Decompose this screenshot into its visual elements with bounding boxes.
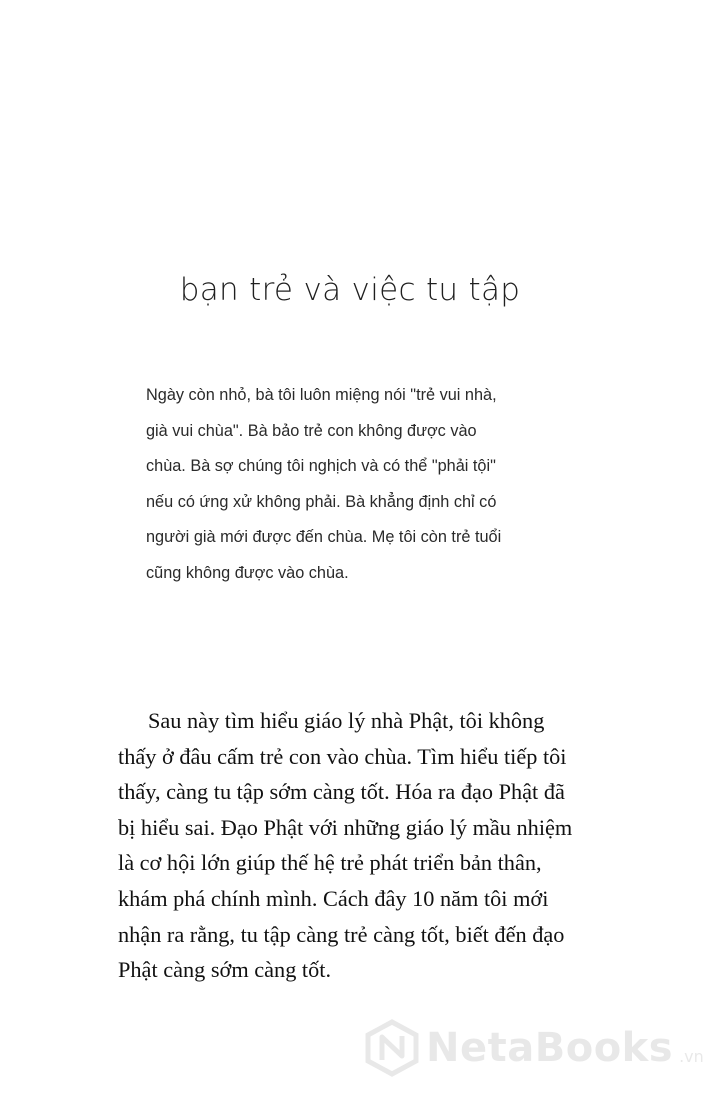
body-paragraph xyxy=(118,703,598,988)
watermark-text: NetaBooks xyxy=(426,1025,674,1071)
body-line: nhận ra rằng, tu tập càng trẻ càng tốt, biết đến đạo xyxy=(118,921,565,947)
intro-line: nếu có ứng xử không phải. Bà khẳng định chỉ có xyxy=(146,492,497,511)
body-line: Phật càng sớm càng tốt. xyxy=(118,957,332,983)
chapter-title: bạn trẻ và việc tu tập xyxy=(179,272,521,308)
body-line: thấy, càng tu tập sớm càng tốt. Hóa ra đạo Phật đã xyxy=(118,779,565,805)
body-line: là cơ hội lớn giúp thế hệ trẻ phát triển bản thân, xyxy=(118,850,542,876)
intro-paragraph xyxy=(146,378,566,591)
n-logo-icon xyxy=(364,1020,420,1076)
intro-line: cũng không được vào chùa. xyxy=(146,563,349,582)
intro-line: chùa. Bà sợ chúng tôi nghịch và có thể "phải tội" xyxy=(146,457,496,475)
body-line: bị hiểu sai. Đạo Phật với những giáo lý mầu nhiệm xyxy=(118,814,573,840)
watermark xyxy=(364,1018,704,1078)
body-line: Sau này tìm hiểu giáo lý nhà Phật, tôi không xyxy=(148,708,545,733)
intro-line: già vui chùa". Bà bảo trẻ con không được vào xyxy=(146,421,477,440)
intro-line: người già mới được đến chùa. Mẹ tôi còn trẻ tuổi xyxy=(146,528,502,546)
body-line: thấy ở đâu cấm trẻ con vào chùa. Tìm hiểu tiếp tôi xyxy=(118,743,567,769)
body-line: khám phá chính mình. Cách đây 10 năm tôi mới xyxy=(118,885,549,911)
intro-line: Ngày còn nhỏ, bà tôi luôn miệng nói "trẻ vui nhà, xyxy=(146,386,497,404)
watermark-suffix: .vn xyxy=(679,1047,704,1066)
